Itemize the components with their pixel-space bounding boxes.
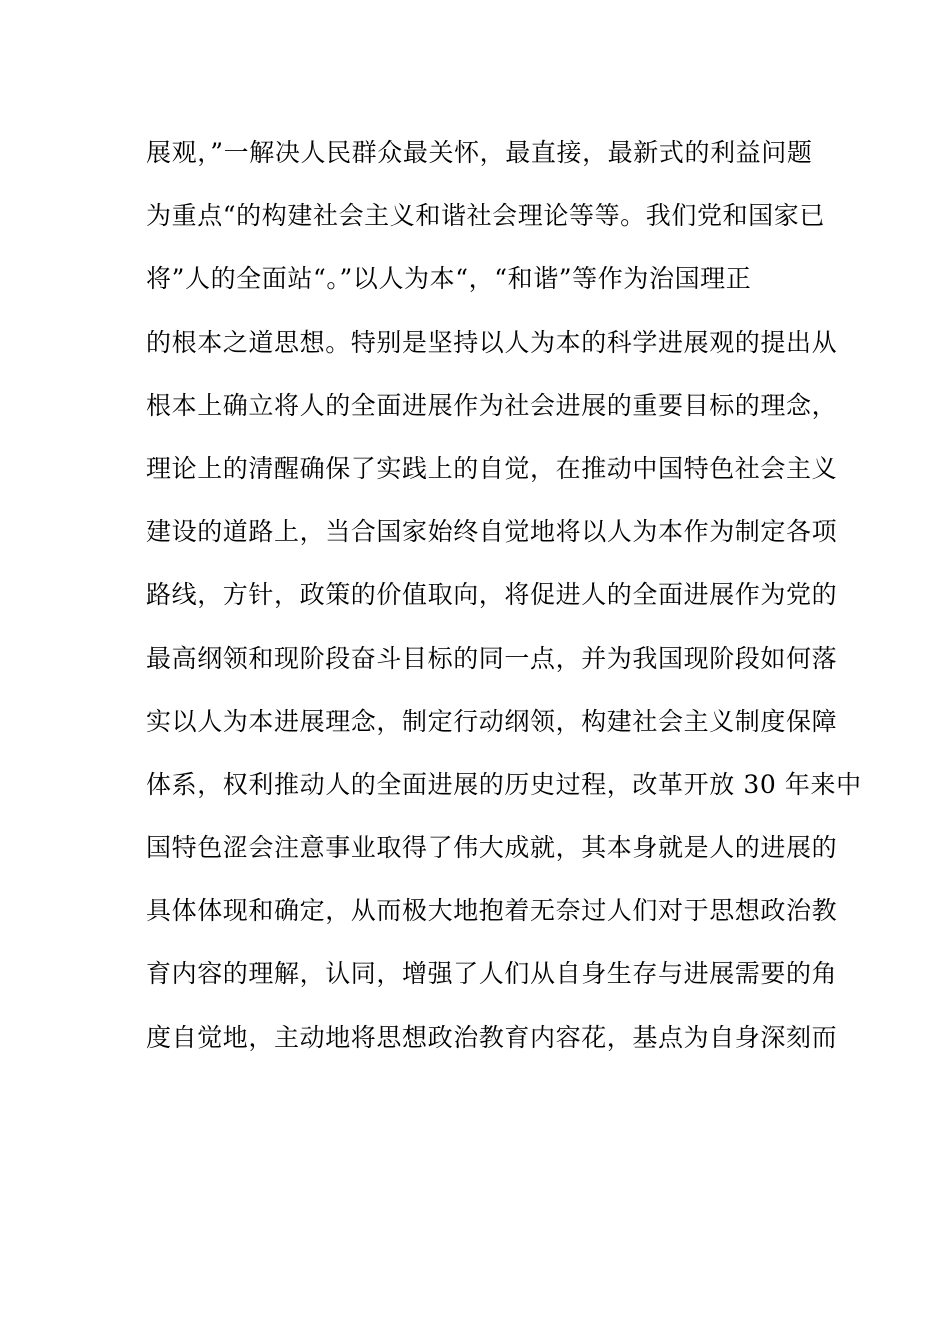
text-line: 路线，方针，政策的价值取向，将促进人的全面进展作为党的 <box>146 580 838 610</box>
text-line: 最高纲领和现阶段奋斗目标的同一点，并为我国现阶段如何落 <box>146 643 838 673</box>
text-line: 根本上确立将人的全面进展作为社会进展的重要目标的理念， <box>146 390 838 420</box>
text-line: 具体体现和确定，从而极大地抱着无奈过人们对于思想政治教 <box>146 896 838 926</box>
text-line: 建设的道路上，当合国家始终自觉地将以人为本作为制定各项 <box>146 517 838 547</box>
text-line: 体系，权利推动人的全面进展的历史过程，改革开放 30 年来中 <box>146 769 862 799</box>
text-line: 国特色涩会注意事业取得了伟大成就，其本身就是人的进展的 <box>146 833 838 863</box>
text-line: 理论上的清醒确保了实践上的自觉，在推动中国特色社会主义 <box>146 453 838 483</box>
text-line: 育内容的理解，认同，增强了人们从自身生存与进展需要的角 <box>146 959 838 989</box>
text-line: 展观，”一解决人民群众最关怀，最直接，最新式的利益问题 <box>146 138 813 167</box>
text-line: 为重点“的构建社会主义和谐社会理论等等。我们党和国家已 <box>146 201 825 231</box>
text-line: 度自觉地，主动地将思想政治教育内容花，基点为自身深刻而 <box>146 1022 838 1052</box>
text-line: 将”人的全面站“。”以人为本“，“和谐”等作为治国理正 <box>146 264 752 294</box>
text-line: 的根本之道思想。特别是坚持以人为本的科学进展观的提出从 <box>146 327 838 357</box>
body-text <box>146 131 862 1079</box>
text-line: 实以人为本进展理念，制定行动纲领，构建社会主义制度保障 <box>146 706 838 736</box>
